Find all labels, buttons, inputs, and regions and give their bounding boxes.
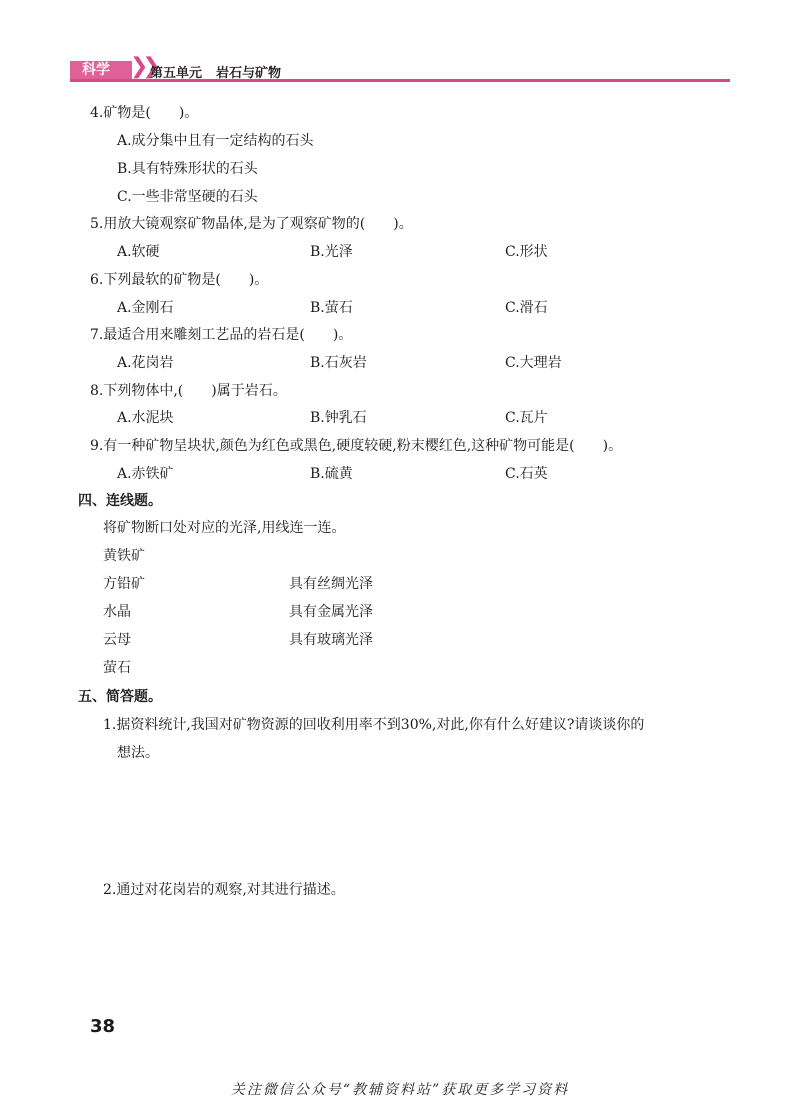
question-8-option-c: C.瓦片: [505, 410, 548, 426]
section-5-title: 五、简答题。: [78, 689, 162, 705]
question-9-stem: 9.有一种矿物呈块状,颜色为红色或黑色,硬度较硬,粉末樱红色,这种矿物可能是( )。: [90, 438, 623, 454]
luster-item: 具有丝绸光泽: [289, 576, 373, 592]
unit-title: [150, 62, 295, 81]
short-answer-1-line-2: 想法。: [117, 745, 159, 761]
question-4-option-a: A.成分集中且有一定结构的石头: [117, 133, 314, 149]
footer-note: 关注微信公众号“教辅资料站”获取更多学习资料: [230, 1082, 570, 1098]
mineral-item: 方铅矿: [103, 576, 145, 592]
luster-item: 具有金属光泽: [289, 604, 373, 620]
section-4-title: 四、连线题。: [78, 493, 162, 509]
question-6-option-c: C.滑石: [505, 300, 548, 316]
question-6-option-b: B.萤石: [310, 300, 353, 316]
unit-name: 岩石与矿物: [216, 66, 282, 81]
question-8-option-b: B.钟乳石: [310, 410, 367, 426]
question-4-stem: 4.矿物是( )。: [90, 105, 199, 121]
question-6-stem: 6.下列最软的矿物是( )。: [90, 272, 269, 288]
page-header: [70, 56, 730, 82]
short-answer-2: 2.通过对花岗岩的观察,对其进行描述。: [103, 882, 345, 898]
question-9-option-a: A.赤铁矿: [117, 466, 174, 482]
question-7-option-b: B.石灰岩: [310, 355, 367, 371]
question-8-option-a: A.水泥块: [117, 410, 174, 426]
luster-item: 具有玻璃光泽: [289, 632, 373, 648]
question-4-option-b: B.具有特殊形状的石头: [117, 161, 258, 177]
question-7-option-c: C.大理岩: [505, 355, 562, 371]
question-9-option-b: B.硫黄: [310, 466, 353, 482]
subject-tab: 科学: [70, 61, 132, 79]
page-number: 38: [90, 1016, 116, 1037]
question-7-option-a: A.花岗岩: [117, 355, 174, 371]
question-6-option-a: A.金刚石: [117, 300, 174, 316]
mineral-item: 水晶: [103, 604, 131, 620]
mineral-item: 黄铁矿: [103, 548, 145, 564]
question-5-stem: 5.用放大镜观察矿物晶体,是为了观察矿物的( )。: [90, 216, 413, 232]
question-8-stem: 8.下列物体中,( )属于岩石。: [90, 383, 287, 399]
mineral-item: 云母: [103, 632, 131, 648]
short-answer-1-line-1: 1.据资料统计,我国对矿物资源的回收利用率不到30%,对此,你有什么好建议?请谈谈你的: [103, 717, 645, 733]
question-5-option-a: A.软硬: [117, 244, 160, 260]
question-5-option-c: C.形状: [505, 244, 548, 260]
question-4-option-c: C.一些非常坚硬的石头: [117, 189, 258, 205]
question-9-option-c: C.石英: [505, 466, 548, 482]
section-4-instruction: 将矿物断口处对应的光泽,用线连一连。: [103, 520, 346, 536]
unit-number: 第五单元: [150, 66, 203, 81]
mineral-item: 萤石: [103, 660, 131, 676]
question-5-option-b: B.光泽: [310, 244, 353, 260]
question-7-stem: 7.最适合用来雕刻工艺品的岩石是( )。: [90, 327, 353, 343]
chevron-right-icon: ❯❯: [130, 54, 155, 79]
